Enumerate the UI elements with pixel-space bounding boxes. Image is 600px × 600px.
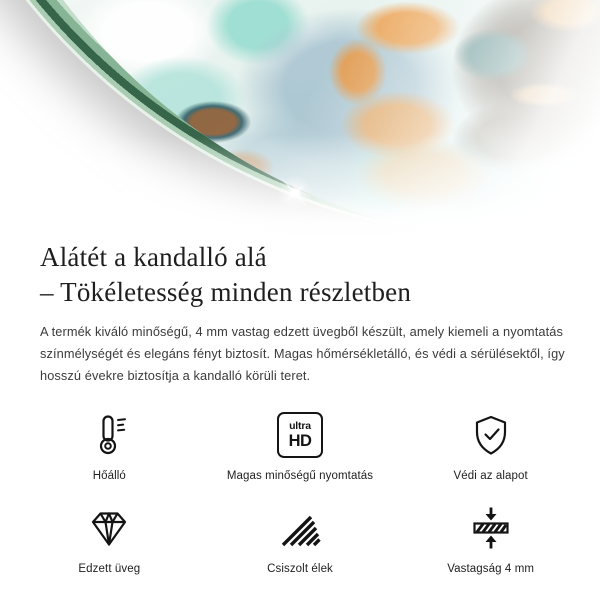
ultra-hd-text-bottom: HD — [288, 431, 312, 450]
product-description — [40, 321, 565, 387]
beveled-edge-icon — [278, 504, 322, 552]
feature-heat-resistant — [14, 411, 205, 482]
ultra-hd-text-top: ultra — [289, 420, 311, 433]
feature-label: Vastagság 4 mm — [447, 563, 535, 576]
description-line: színmélységét és elegáns fényt biztosít. Magas hőmérsékletálló, és védi a sérülésektől, így — [40, 346, 565, 362]
feature-grid — [14, 411, 586, 575]
description-line: hosszú évekre biztosítja a kandalló körüli teret. — [40, 368, 311, 384]
feature-label: Magas minőségű nyomtatás — [226, 470, 374, 483]
page-title-line1: Alátét a kandalló alá — [40, 242, 267, 272]
shield-check-icon — [469, 411, 513, 459]
feature-polished-edges — [205, 504, 396, 575]
feature-protects-base — [395, 411, 586, 482]
feature-label: Hőálló — [92, 470, 126, 483]
product-hero-image — [0, 0, 600, 234]
feature-label: Csiszolt élek — [267, 563, 333, 576]
thermometer-icon — [87, 411, 131, 459]
page-title-line2: – Tökéletesség minden részletben — [40, 276, 412, 307]
ultra-hd-icon — [277, 411, 323, 459]
description-line: A termék kiváló minőségű, 4 mm vastag edzett üvegből készült, amely kiemeli a nyomtatás — [40, 324, 563, 340]
feature-tempered-glass — [14, 504, 205, 575]
feature-thickness — [395, 504, 586, 575]
thickness-4mm-icon — [469, 504, 513, 552]
feature-print-quality — [205, 411, 396, 482]
page-title — [40, 240, 560, 309]
feature-label: Védi az alapot — [453, 470, 528, 483]
feature-label: Edzett üveg — [78, 563, 141, 576]
sparkle-highlight-icon — [272, 170, 318, 216]
diamond-icon — [87, 504, 131, 552]
